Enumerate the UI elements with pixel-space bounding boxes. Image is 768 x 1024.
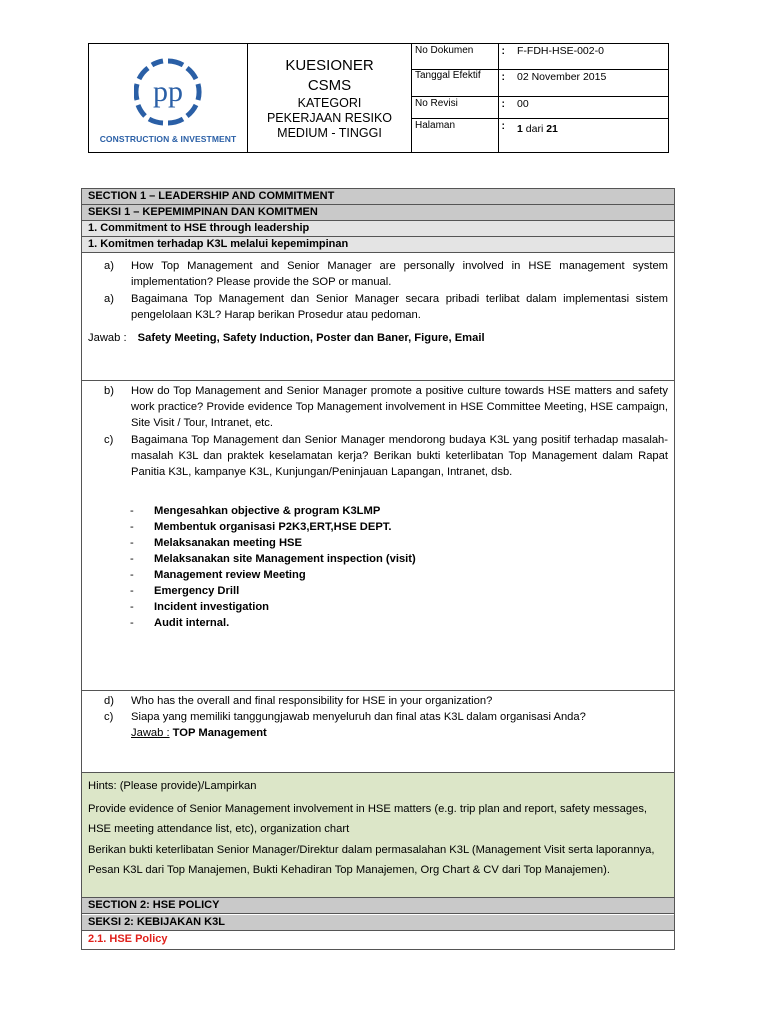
section1-sub-en: 1. Commitment to HSE through leadership bbox=[82, 221, 674, 237]
meta-row-doc-number bbox=[412, 44, 669, 69]
document-subtitle bbox=[248, 96, 411, 141]
question-b-cell bbox=[82, 381, 674, 691]
document-meta-table bbox=[412, 44, 669, 152]
question-text-en: How Top Management and Senior Manager are personally involved in HSE management system implementation? Please provide the SOP or manual. bbox=[131, 260, 668, 288]
logo-mark-text: pp bbox=[153, 75, 183, 108]
meta-value: 00 bbox=[514, 96, 669, 118]
meta-label: No Revisi bbox=[412, 96, 498, 118]
question-label: b) bbox=[104, 385, 114, 397]
hints-title: Hints: (Please provide)/Lampirkan bbox=[88, 780, 257, 792]
question-label: a) bbox=[104, 260, 114, 272]
page-total: 21 bbox=[546, 122, 558, 135]
bullet-dash: - bbox=[130, 505, 134, 517]
title-line-1: KUESIONER bbox=[285, 57, 374, 74]
meta-value: F-FDH-HSE-002-0 bbox=[514, 44, 669, 69]
subtitle-line-3: MEDIUM - TINGGI bbox=[277, 126, 382, 140]
bullet-text: Mengesahkan objective & program K3LMP bbox=[154, 505, 381, 517]
hints-cell bbox=[82, 773, 674, 898]
bullet-text: Management review Meeting bbox=[154, 569, 306, 581]
bullet-text: Incident investigation bbox=[154, 601, 269, 613]
section1-sub-id: 1. Komitmen terhadap K3L melalui kepemimpinan bbox=[82, 237, 674, 253]
bullet-text: Melaksanakan site Management inspection (visit) bbox=[154, 553, 416, 565]
bullet-dash: - bbox=[130, 569, 134, 581]
question-text-en: Who has the overall and final responsibility for HSE in your organization? bbox=[131, 695, 493, 707]
section2-title-id: SEKSI 2: KEBIJAKAN K3L bbox=[82, 915, 674, 931]
meta-row-revision bbox=[412, 96, 669, 118]
section2-sub: 2.1. HSE Policy bbox=[82, 932, 674, 948]
document-title bbox=[248, 56, 411, 96]
answer-bullet bbox=[130, 519, 392, 535]
bullet-dash: - bbox=[130, 585, 134, 597]
answer-bullet bbox=[130, 503, 380, 519]
hints-text-id: Berikan bukti keterlibatan Senior Manager/Direktur dalam permasalahan K3L (Management Visit serta laporannya, Pesan K3L dari Top Manajemen, Bukti Kehadiran Top Manajemen, Org Chart & CV dari Top Manajemen). bbox=[88, 844, 655, 876]
meta-row-page bbox=[412, 118, 669, 152]
section1-title-id: SEKSI 1 – KEPEMIMPINAN DAN KOMITMEN bbox=[82, 205, 674, 221]
meta-label: Halaman bbox=[412, 118, 498, 152]
meta-colon: : bbox=[498, 96, 514, 118]
meta-value: 02 November 2015 bbox=[514, 69, 669, 96]
question-text-id: Bagaimana Top Management dan Senior Manager secara pribadi terlibat dalam implementasi sistem pengelolaan K3L? Harap berikan Prosedur atau pedoman. bbox=[131, 293, 668, 321]
meta-colon: : bbox=[498, 44, 514, 69]
question-text-id: Bagaimana Top Management dan Senior Manager mendorong budaya K3L yang positif terhadap masalah-masalah K3L dan praktek keselamatan kerja? Berikan bukti keterlibatan Top Management dalam Rapat Panitia K3L, kampanye K3L, Kunjungan/Peninjauan Lapangan, Intranet, dsb. bbox=[131, 434, 668, 478]
answer-bullet bbox=[130, 551, 416, 567]
question-label: c) bbox=[104, 711, 114, 723]
meta-label: No Dokumen bbox=[412, 44, 498, 69]
bullet-dash: - bbox=[130, 601, 134, 613]
answer-text: TOP Management bbox=[172, 727, 267, 739]
bullet-text: Melaksanakan meeting HSE bbox=[154, 537, 302, 549]
document-header bbox=[88, 43, 669, 153]
answer-text: Safety Meeting, Safety Induction, Poster dan Baner, Figure, Email bbox=[137, 332, 485, 344]
logo-caption: CONSTRUCTION & INVESTMENT bbox=[99, 134, 237, 144]
subtitle-line-1: KATEGORI bbox=[297, 96, 362, 110]
bullet-text: Membentuk organisasi P2K3,ERT,HSE DEPT. bbox=[154, 521, 392, 533]
bullet-dash: - bbox=[130, 617, 134, 629]
answer-bullet bbox=[130, 567, 306, 583]
question-label: a) bbox=[104, 293, 114, 305]
page-of: dari bbox=[525, 122, 544, 135]
bullet-dash: - bbox=[130, 521, 134, 533]
meta-colon: : bbox=[498, 69, 514, 96]
meta-label: Tanggal Efektif bbox=[412, 69, 498, 96]
answer-row bbox=[88, 330, 485, 346]
question-label: c) bbox=[104, 434, 114, 446]
answer-row bbox=[131, 725, 267, 741]
bullet-text: Audit internal. bbox=[154, 617, 230, 629]
section1-title-en: SECTION 1 – LEADERSHIP AND COMMITMENT bbox=[82, 189, 674, 205]
question-label: d) bbox=[104, 695, 114, 707]
logo-cell bbox=[89, 44, 248, 152]
hints-text-en: Provide evidence of Senior Management involvement in HSE matters (e.g. trip plan and report, safety messages, HSE meeting attendance list, etc), organization chart bbox=[88, 803, 648, 835]
question-d-cell bbox=[82, 691, 674, 773]
bullet-text: Emergency Drill bbox=[154, 585, 240, 597]
answer-label: Jawab : bbox=[88, 332, 127, 344]
answer-bullet bbox=[130, 583, 239, 599]
meta-row-effective-date bbox=[412, 69, 669, 96]
questionnaire-table bbox=[81, 188, 675, 950]
answer-bullet bbox=[130, 599, 269, 615]
answer-label: Jawab : bbox=[131, 727, 170, 739]
answer-bullet bbox=[130, 615, 229, 631]
bullet-dash: - bbox=[130, 537, 134, 549]
question-text-en: How do Top Management and Senior Manager promote a positive culture towards HSE matters and safety work practice? Provide evidence Top Management involvement in HSE Committee Meeting, HSE campaign, Site Visit / Tour, Intranet, etc. bbox=[131, 385, 668, 429]
page-current: 1 bbox=[517, 122, 523, 135]
title-line-2: CSMS bbox=[307, 77, 352, 94]
meta-value bbox=[514, 118, 669, 152]
question-text-id: Siapa yang memiliki tanggungjawab menyeluruh dan final atas K3L dalam organisasi Anda? bbox=[131, 711, 586, 723]
subtitle-line-2: PEKERJAAN RESIKO bbox=[266, 111, 393, 125]
meta-colon: : bbox=[498, 118, 514, 152]
title-cell bbox=[248, 44, 412, 152]
answer-bullet bbox=[130, 535, 302, 551]
pp-logo-icon bbox=[134, 58, 202, 126]
question-a-cell bbox=[82, 253, 674, 381]
bullet-dash: - bbox=[130, 553, 134, 565]
section2-title-en: SECTION 2: HSE POLICY bbox=[82, 898, 674, 914]
